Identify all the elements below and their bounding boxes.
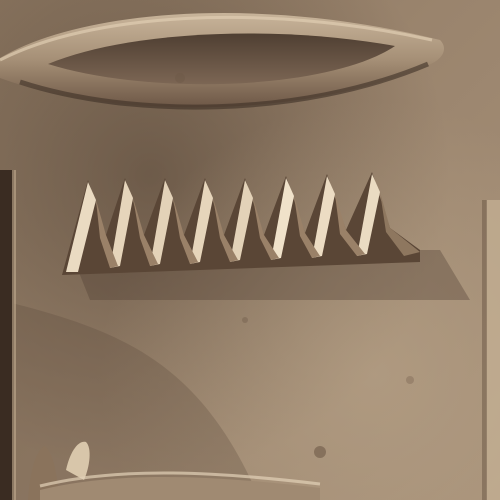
left-groove-highlight — [12, 170, 16, 500]
stone-pit — [242, 317, 248, 323]
right-edge-shadow — [482, 200, 487, 500]
right-edge-light — [486, 200, 500, 500]
left-groove — [0, 170, 14, 500]
stone-pit — [314, 446, 326, 458]
stone-pit — [175, 73, 185, 83]
stone-pit — [406, 376, 414, 384]
